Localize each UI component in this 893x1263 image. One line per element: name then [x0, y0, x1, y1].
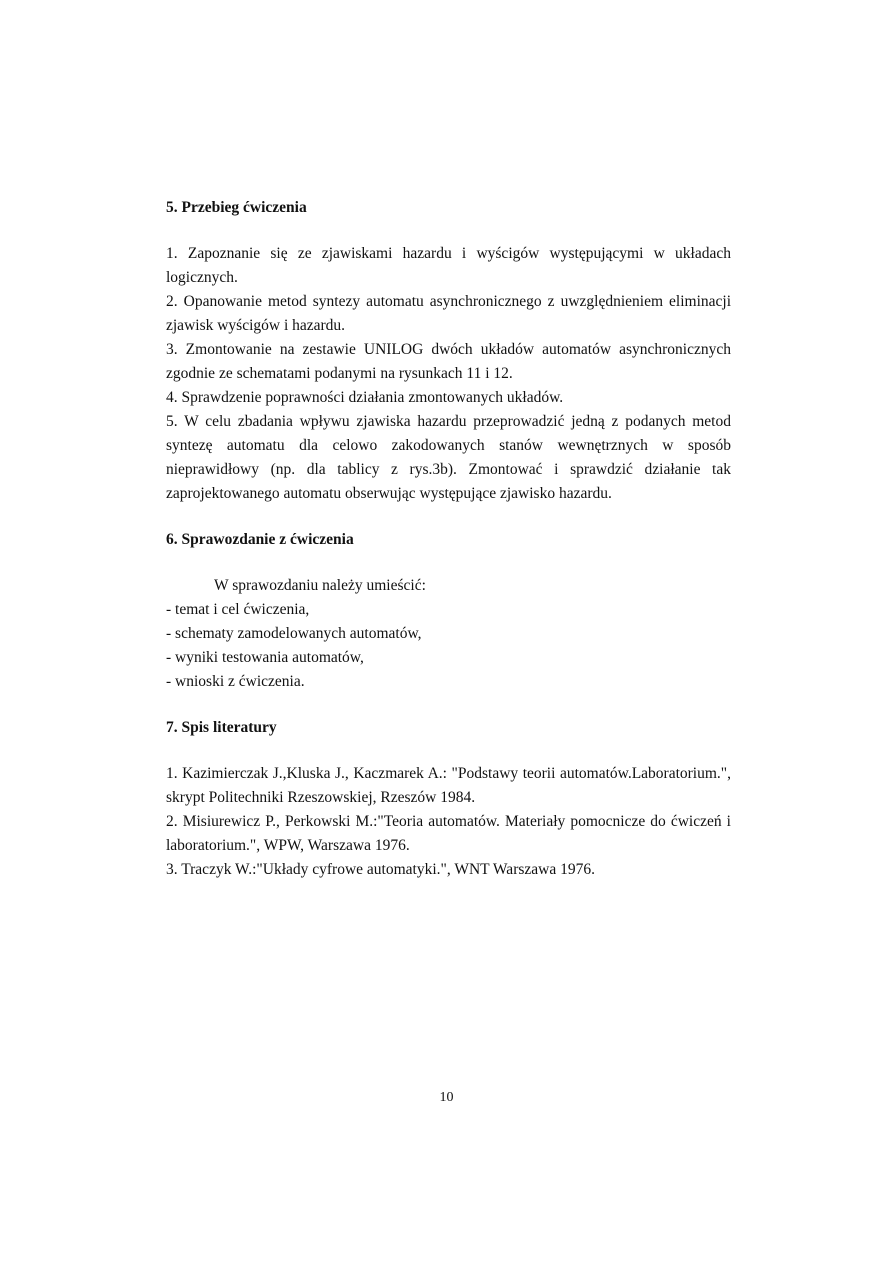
page-number: 10	[439, 1090, 454, 1105]
section-5-item-1: 1. Zapoznanie się ze zjawiskami hazardu i wyścigów występującymi w układach logicznych.	[166, 245, 731, 286]
section-5-heading: 5. Przebieg ćwiczenia	[166, 199, 307, 216]
bibliography-item-2: 2. Misiurewicz P., Perkowski M.:"Teoria automatów. Materiały pomocnicze do ćwiczeń i laboratorium.", WPW, Warszawa 1976.	[166, 813, 731, 854]
section-6-item-4: - wnioski z ćwiczenia.	[166, 673, 305, 690]
section-5-item-5: 5. W celu zbadania wpływu zjawiska hazardu przeprowadzić jedną z podanych metod syntezę automatu dla celowo zakodowanych stanów wewnętrznych w sposób nieprawidłowy (np. dla tablicy z rys.3b). Zmontować i sprawdzić działanie tak zaprojektowanego automatu obserwując występujące zjawisko hazardu.	[166, 413, 731, 502]
bibliography-list	[166, 762, 731, 882]
section-7-heading: 7. Spis literatury	[166, 719, 277, 736]
section-5-item-4: 4. Sprawdzenie poprawności działania zmontowanych układów.	[166, 389, 564, 406]
section-5-item-3: 3. Zmontowanie na zestawie UNILOG dwóch układów automatów asynchronicznych zgodnie ze schematami podanymi na rysunkach 11 i 12.	[166, 341, 731, 382]
bibliography-item-1: 1. Kazimierczak J.,Kluska J., Kaczmarek A.: "Podstawy teorii automatów.Laboratorium.", skrypt Politechniki Rzeszowskiej, Rzeszów 1984.	[166, 765, 731, 806]
page-content	[166, 196, 731, 882]
section-6-list	[166, 598, 731, 694]
section-6-item-3: - wyniki testowania automatów,	[166, 649, 364, 666]
section-5-list	[166, 242, 731, 506]
section-6-item-1: - temat i cel ćwiczenia,	[166, 601, 310, 618]
section-5-item-2: 2. Opanowanie metod syntezy automatu asynchronicznego z uwzględnieniem eliminacji zjawisk wyścigów i hazardu.	[166, 293, 731, 334]
section-6-heading: 6. Sprawozdanie z ćwiczenia	[166, 531, 354, 548]
section-6-intro: W sprawozdaniu należy umieścić:	[214, 577, 426, 594]
bibliography-item-3: 3. Traczyk W.:"Układy cyfrowe automatyki.", WNT Warszawa 1976.	[166, 861, 595, 878]
section-6-item-2: - schematy zamodelowanych automatów,	[166, 625, 422, 642]
